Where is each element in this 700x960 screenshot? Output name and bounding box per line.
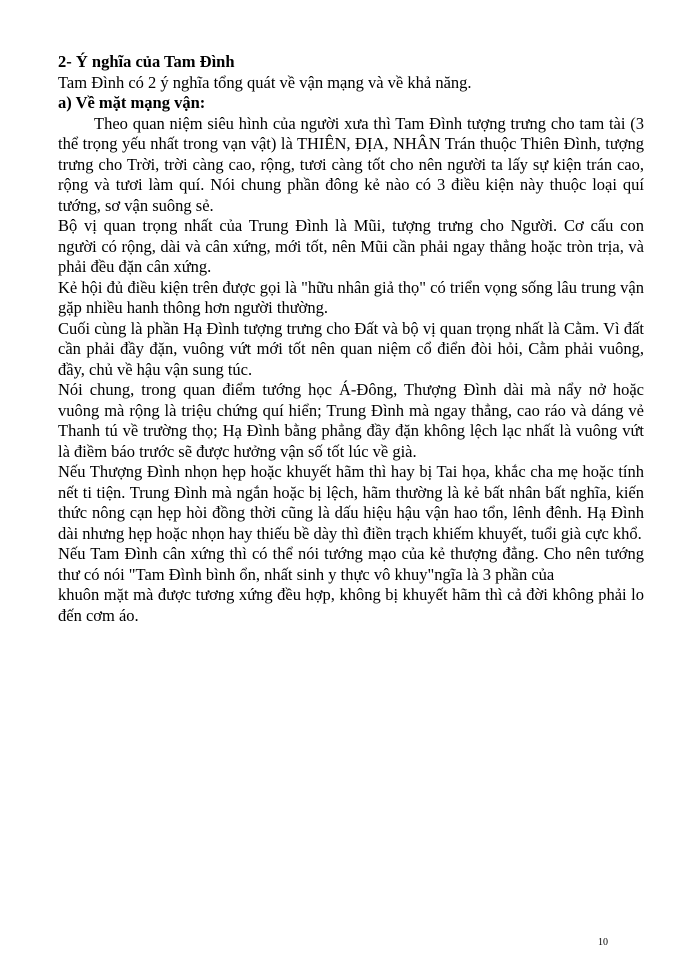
page-number: 10: [598, 937, 608, 948]
paragraph-intro: Tam Đình có 2 ý nghĩa tổng quát về vận mạng và về khả năng.: [58, 72, 472, 92]
paragraph: Theo quan niệm siêu hình của người xưa thì Tam Đình tượng trưng cho tam tài (3 thể trọng yếu nhất trong vạn vật) là THIÊN, ĐỊA, NHÂN Trán thuộc Thiên Đình, tượng trưng cho Trời, trời càng cao, rộng, tươi càng tốt cho nên người ta lấy sự kiện trán cao, rộng và tươi làm quí. Nói chung phần đông kẻ nào có 3 điều kiện này thuộc loại quí tướng, sơ vận suông sẻ.: [58, 113, 644, 215]
paragraph: Nếu Tam Đình cân xứng thì có thể nói tướng mạo của kẻ thượng đẳng. Cho nên tướng thư có nói "Tam Đình bình ổn, nhất sinh y thực vô khuy"ngĩa là 3 phần của: [58, 544, 644, 584]
paragraph: Cuối cùng là phần Hạ Đình tượng trưng cho Đất và bộ vị quan trọng nhất là Cằm. Vì đất cần phải đầy đặn, vuông vứt mới tốt nên quan niệm cổ điển đòi hỏi, Cằm phải vuông, đầy, chủ về hậu vận sung túc.: [58, 318, 644, 379]
paragraph: Nói chung, trong quan điểm tướng học Á-Đông, Thượng Đình dài mà nẩy nở hoặc vuông mà rộng là triệu chứng quí hiển; Trung Đình mà ngay thẳng, cao ráo và dáng vẻ Thanh tú về trường thọ; Hạ Đình bằng phẳng đầy đặn không lệch lạc nhất là vuông vứt là điềm báo trước sẽ được hưởng vận số tốt lúc về già.: [58, 380, 644, 461]
subsection-heading: a) Về mặt mạng vận:: [58, 93, 206, 112]
paragraph: Kẻ hội đủ điều kiện trên được gọi là "hữu nhân giả thọ" có triển vọng sống lâu trung vận gặp nhiều hanh thông hơn người thường.: [58, 277, 644, 317]
section-heading: 2- Ý nghĩa của Tam Đình: [58, 52, 235, 71]
paragraph: Bộ vị quan trọng nhất của Trung Đình là Mũi, tượng trưng cho Người. Cơ cấu con người có rộng, dài và cân xứng, mới tốt, nên Mũi cần phải ngay thẳng hoặc tròn trịa, và phải đều đặn cân xứng.: [58, 216, 644, 276]
document-content: [58, 52, 644, 626]
paragraph: khuôn mặt mà được tương xứng đều hợp, không bị khuyết hãm thì cả đời không phải lo đến cơm áo.: [58, 585, 644, 625]
paragraph: Nếu Thượng Đình nhọn hẹp hoặc khuyết hãm thì hay bị Tai họa, khắc cha mẹ hoặc tính nết ti tiện. Trung Đình mà ngắn hoặc bị lệch, hãm thường là kẻ bất nhân bất nghĩa, kiến thức nông cạn hẹp hòi đồng thời cũng là dấu hiệu hậu vận hao tổn, lênh đênh. Hạ Đình dài nhưng hẹp hoặc nhọn hay thiếu bề dày thì điền trạch khiếm khuyết, tuổi già cực khổ.: [58, 462, 644, 543]
